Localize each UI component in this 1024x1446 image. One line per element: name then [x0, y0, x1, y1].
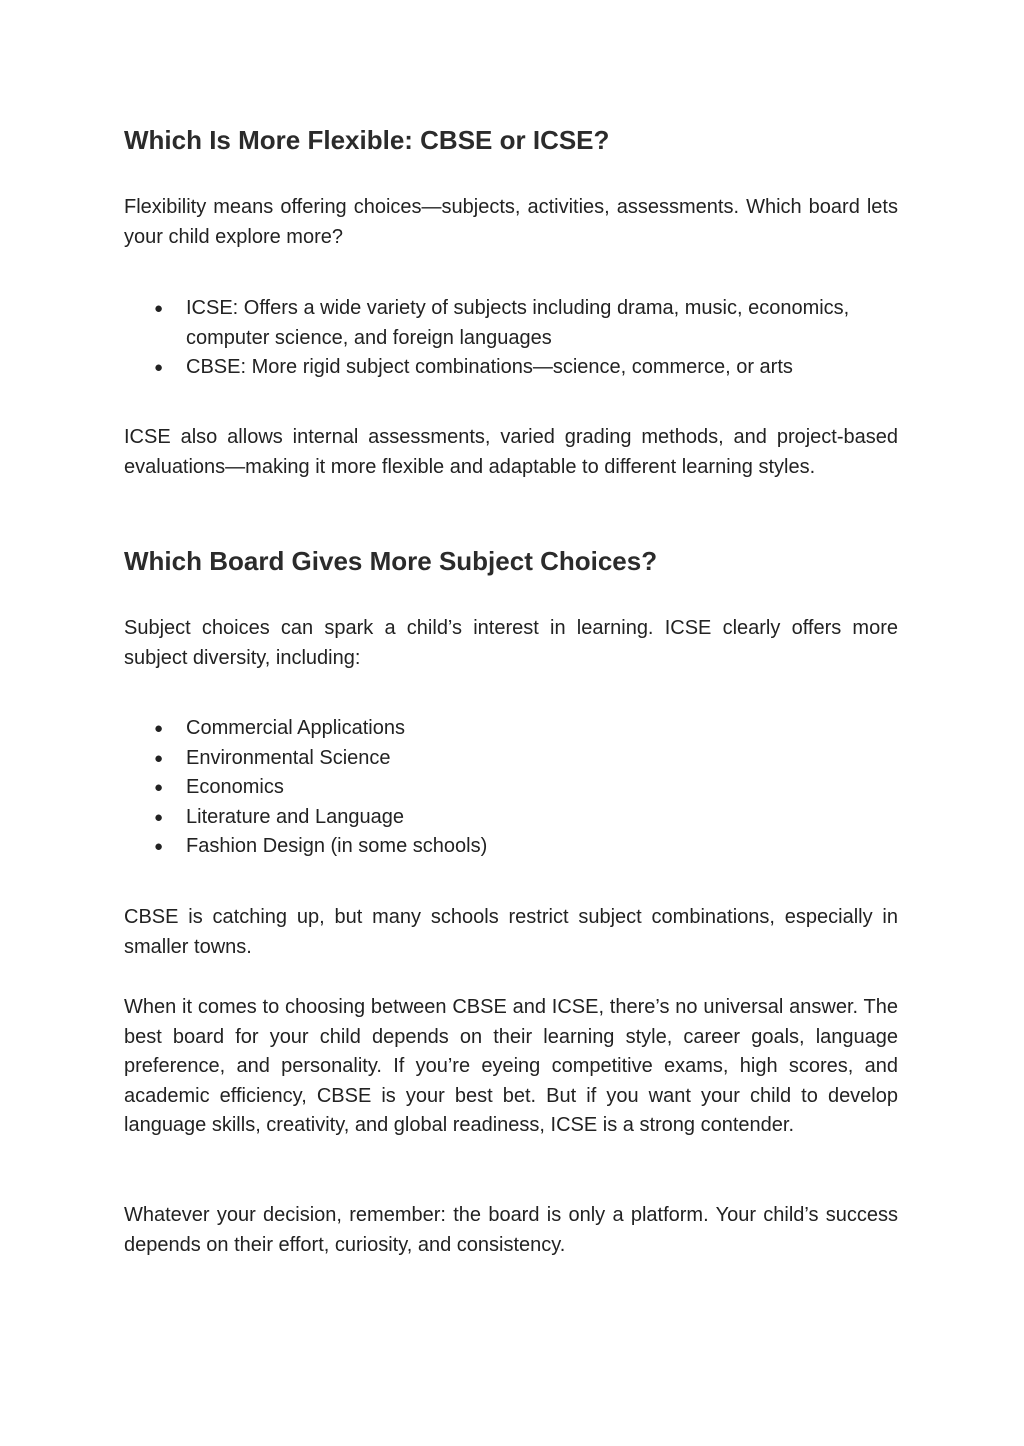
- closing-paragraph: Whatever your decision, remember: the board is only a platform. Your child’s success depends on their effort, curiosity, and consistency.: [124, 1204, 898, 1256]
- section-heading-subject-choices: Which Board Gives More Subject Choices?: [124, 546, 658, 576]
- list-item-text: Literature and Language: [186, 805, 404, 828]
- flexibility-intro-paragraph: Flexibility means offering choices—subjects, activities, assessments. Which board lets your child explore more?: [124, 196, 898, 248]
- subject-choices-outro-paragraph: CBSE is catching up, but many schools restrict subject combinations, especially in smaller towns.: [124, 906, 898, 958]
- flexibility-bullet-list: [124, 294, 898, 383]
- list-item-text: ICSE: Offers a wide variety of subjects including drama, music, economics, computer science, and foreign languages: [186, 297, 850, 349]
- list-item-text: Commercial Applications: [186, 717, 405, 739]
- bullet-icon: ●: [154, 808, 164, 826]
- bullet-icon: ●: [154, 838, 164, 856]
- bullet-icon: ●: [154, 720, 164, 737]
- list-item-text: Economics: [186, 776, 284, 799]
- list-item-text: Environmental Science: [186, 746, 391, 769]
- list-item-text: CBSE: More rigid subject combinations—science, commerce, or arts: [186, 356, 793, 379]
- section-heading-flexibility: Which Is More Flexible: CBSE or ICSE?: [124, 125, 610, 155]
- bullet-icon: ●: [154, 300, 164, 317]
- list-item: [124, 832, 898, 862]
- bullet-icon: ●: [154, 359, 164, 377]
- list-item: [124, 714, 898, 744]
- bullet-icon: ●: [154, 779, 164, 797]
- bullet-icon: ●: [154, 749, 164, 767]
- subject-choices-intro-paragraph: Subject choices can spark a child’s interest in learning. ICSE clearly offers more subject diversity, including:: [124, 617, 898, 669]
- conclusion-paragraph: When it comes to choosing between CBSE and ICSE, there’s no universal answer. The best board for your child depends on their learning style, career goals, language preference, and personality. If you’re eyeing competitive exams, high scores, and academic efficiency, CBSE is your best bet. But if you want your child to develop language skills, creativity, and global readiness, ICSE is a strong contender.: [124, 996, 898, 1137]
- flexibility-outro-paragraph: ICSE also allows internal assessments, varied grading methods, and project-based evaluations—making it more flexible and adaptable to different learning styles.: [124, 426, 898, 478]
- list-item: [124, 744, 898, 774]
- subject-choices-bullet-list: [124, 714, 898, 862]
- list-item: [124, 803, 898, 833]
- list-item-text: Fashion Design (in some schools): [186, 835, 488, 858]
- list-item: [124, 353, 898, 383]
- list-item: [124, 773, 898, 803]
- list-item: [124, 294, 898, 353]
